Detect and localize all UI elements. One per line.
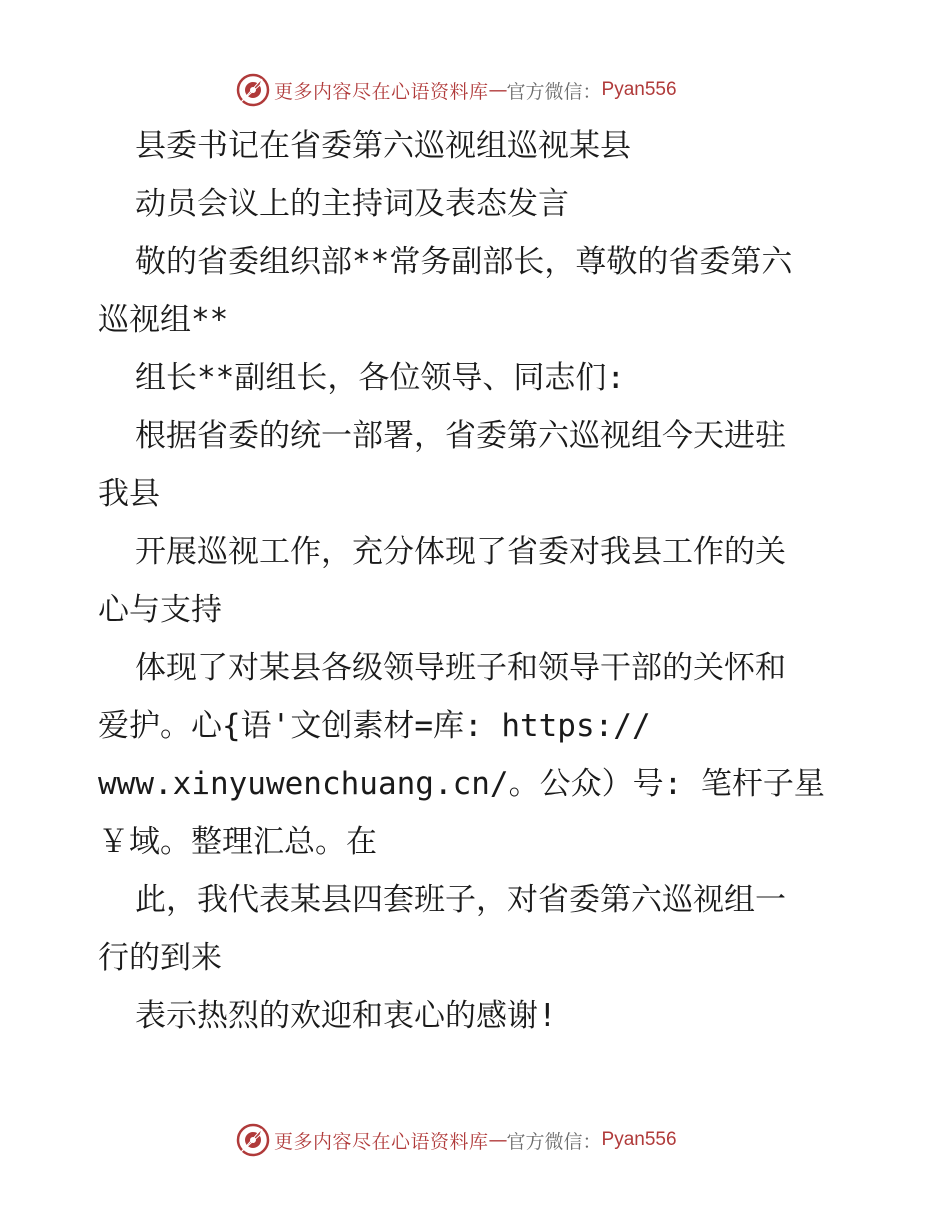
paragraph-line: 根据省委的统一部署，省委第六巡视组今天进驻 [135,418,786,454]
paragraph-line: 此，我代表某县四套班子，对省委第六巡视组一 [135,882,786,918]
banner-wechat-id: Pyan556 [601,1129,677,1150]
header-banner [236,73,677,107]
paragraph-line: ￥域。整理汇总。在 [98,824,377,860]
title-line-1: 县委书记在省委第六巡视组巡视某县 [135,128,631,164]
document-body [98,117,858,1045]
quill-logo-icon [236,1123,270,1157]
paragraph-line: 爱护。心{语'文创素材=库: https:// [98,708,651,744]
paragraph-line: 巡视组** [98,302,229,338]
paragraph-line: 开展巡视工作，充分体现了省委对我县工作的关 [135,534,786,570]
quill-logo-icon [236,73,270,107]
paragraph-line: 体现了对某县各级领导班子和领导干部的关怀和 [135,650,786,686]
title-line-2: 动员会议上的主持词及表态发言 [135,186,569,222]
banner-text: 更多内容尽在心语资料库 [274,1130,489,1153]
paragraph-line: 组长**副组长，各位领导、同志们: [135,360,625,396]
paragraph-line: 表示热烈的欢迎和衷心的感谢! [135,998,557,1034]
banner-separator: — [488,1129,507,1151]
paragraph-line: 行的到来 [98,940,222,976]
banner-wechat-id: Pyan556 [601,79,677,100]
footer-banner [236,1123,677,1157]
banner-text: 更多内容尽在心语资料库 [274,80,489,103]
paragraph-line: www.xinyuwenchuang.cn/。公众）号: 笔杆子星 [98,766,825,802]
banner-wechat-label: 官方微信： [506,80,602,103]
banner-wechat-label: 官方微信： [506,1130,602,1153]
banner-separator: — [488,79,507,101]
paragraph-line: 敬的省委组织部**常务副部长，尊敬的省委第六 [135,244,793,280]
paragraph-line: 心与支持 [98,592,222,628]
paragraph-line: 我县 [98,476,160,512]
